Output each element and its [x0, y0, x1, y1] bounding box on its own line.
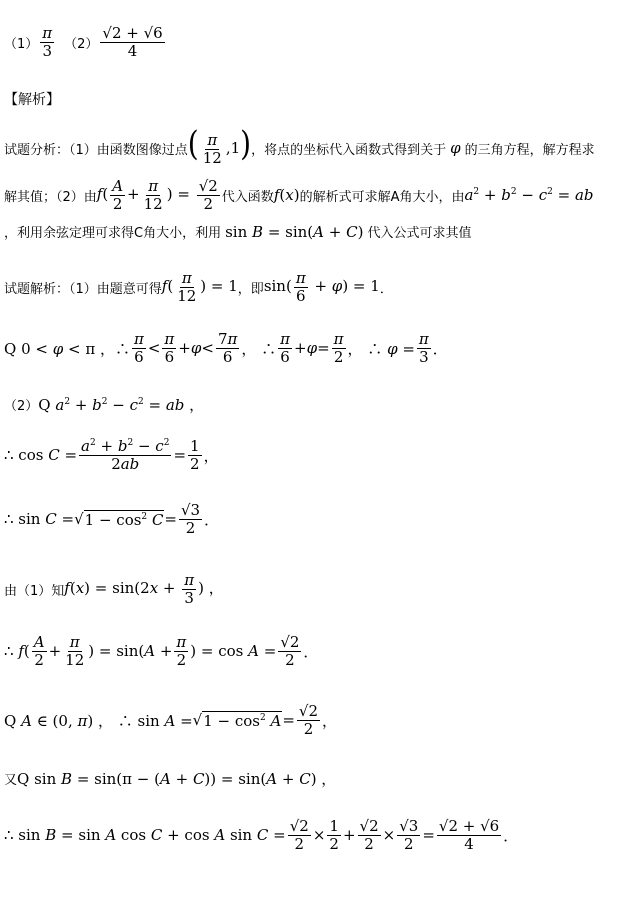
- answer-fraction-1: $\frac{\pi}{3}$: [42, 24, 53, 60]
- answer-line: [4, 25, 167, 59]
- analysis-heading: 【解析】: [4, 92, 60, 108]
- solution-line-1: 试题解析：（1）由题意可得 f( $\frac{\pi}{12}$ ) = 1 ，即 sin( $\frac{\pi}{6}$ + φ) = 1 ．: [4, 269, 393, 305]
- final-line: ∴ sin B = sin A cos C + cos A sin C = $\frac{√2}{2}$ × $\frac{1}{2}$ + $\frac{√2}{2}$ × $\frac{√3}{2}$ = $\frac{√2 + √6}{4}$ ．: [4, 817, 519, 853]
- answer-part2-label: （2）: [64, 36, 99, 52]
- cos-c-line: ∴ cos C = $\frac{a^2 + b^2 - c^2}{2ab}$ = $\frac{1}{2}$ ，: [4, 437, 219, 473]
- sin-b-line: 又 Q sin B = sin(π − (A + C)) = sin(A + C) ，: [4, 770, 337, 788]
- answer-fraction-2: $\frac{√2 + √6}{4}$: [102, 24, 163, 60]
- solution-line-3: （2） Q $a^2 + b^2 - c^2$ = ab ，: [4, 396, 205, 414]
- sin-a-line: Q A ∈ (0, π) ， ∴ sin A = √ $1 - \cos^2 A$ = $\frac{√2}{2}$ ，: [4, 702, 338, 738]
- sin-c-line: ∴ sin C = √ $1 - \cos^2 C$ = $\frac{√3}{2}$ ．: [4, 501, 220, 537]
- condition-expression: f( $\frac{A}{2}$ + $\frac{\pi}{12}$ ) = $\frac{√2}{2}$: [96, 177, 218, 213]
- analysis-line-1: 试题分析：（1）由函数图像过点 ( $\frac{\pi}{12}$ ,1) ，将点的坐标代入函数式得到关于 φ 的三角方程，解方程求: [4, 123, 595, 167]
- analysis-line-3: ，利用余弦定理可求得C角大小，利用 sin B = sin(A + C) 代入公式可求其值: [4, 222, 472, 241]
- answer-part1-label: （1）: [4, 36, 39, 52]
- analysis-line-2: 解其值；（2）由 f( $\frac{A}{2}$ + $\frac{\pi}{12}$ ) = $\frac{√2}{2}$ 代入函数 f(x) 的解析式可求解A角大小，由 $a^2 + b^2 - c^2$ = ab: [4, 177, 594, 213]
- point-expression: ( $\frac{\pi}{12}$ ,1): [187, 123, 252, 167]
- cos-a-line: ∴ f( $\frac{A}{2}$ + $\frac{\pi}{12}$ ) = sin(A + $\frac{\pi}{2}$ ) = cos A = $\frac{√2}{2}$ ．: [4, 633, 319, 669]
- solution-line-2: Q 0 < φ < π ，∴ $\frac{\pi}{6}$ < $\frac{\pi}{6}$ + φ < $\frac{7\pi}{6}$ ， ∴ $\frac{\pi}{6}$ + φ = $\frac{\pi}{2}$ ， ∴ φ = $\frac{\pi}{3}$ ．: [4, 330, 448, 366]
- fx-line: 由（1）知 f(x) = sin(2x + $\frac{\pi}{3}$ ) ，: [4, 571, 224, 607]
